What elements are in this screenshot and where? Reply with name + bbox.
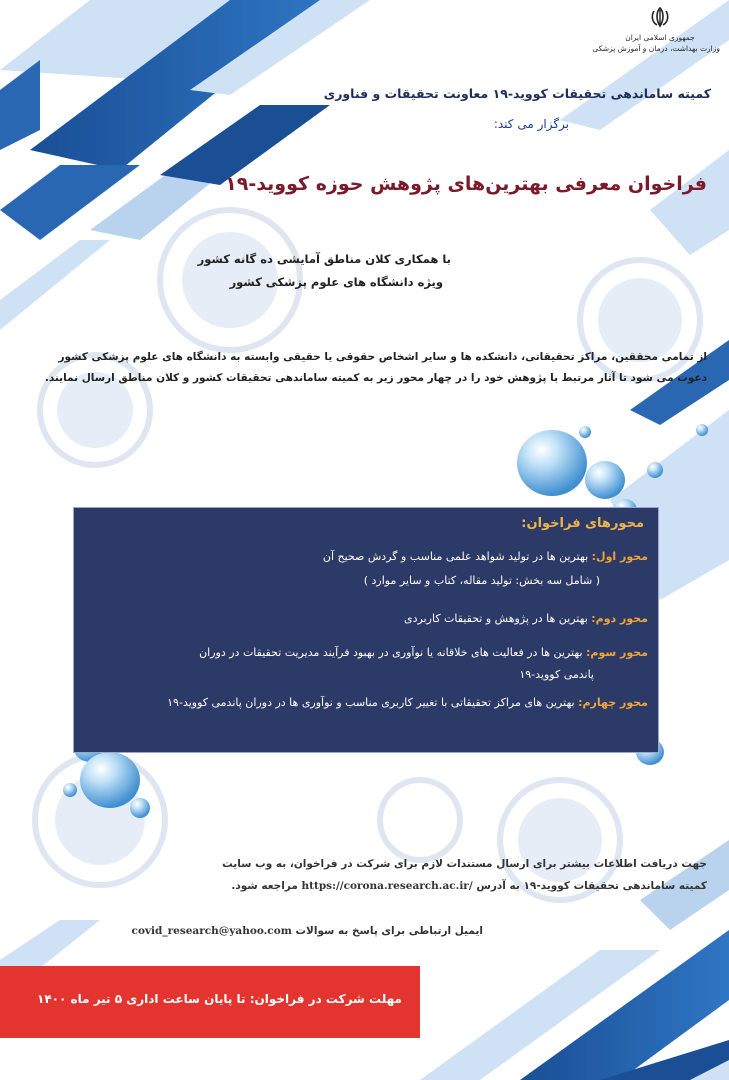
- axis-item: [404, 612, 648, 625]
- collaboration-line-1: با همکاری کلان مناطق آمایشی ده گانه کشور: [197, 252, 451, 266]
- axis-item-continued: [364, 574, 600, 587]
- ministry-logo: [592, 6, 720, 54]
- organizes-label: برگزار می کند:: [493, 117, 569, 131]
- axis-text: بهترین ها در پژوهش و تحقیقات کاربردی: [404, 612, 588, 625]
- axes-panel: [73, 507, 659, 753]
- iran-emblem-icon: [649, 6, 671, 28]
- axis-text-2: ( شامل سه بخش: تولید مقاله، کتاب و سایر موارد ): [363, 574, 600, 587]
- axis-item: [167, 696, 648, 709]
- footer-line-1: جهت دریافت اطلاعات بیشتر برای ارسال مستندات لازم برای شرکت در فراخوان، به وب سایت: [222, 858, 707, 870]
- axis-item: [323, 550, 648, 563]
- collaboration-line-2: ویژه دانشگاه های علوم پزشکی کشور: [229, 275, 443, 289]
- page-title: فراخوان معرفی بهترین‌های پژوهش حوزه کووید-۱۹: [225, 173, 707, 195]
- email-line: [132, 925, 483, 937]
- axis-label: محور اول:: [591, 550, 648, 563]
- axis-item-continued: [519, 668, 594, 681]
- axis-text: بهترین های مراکز تحقیقاتی با تغییر کاربری مناسب و نوآوری ها در دوران پاندمی کووید-۱۹: [167, 696, 575, 709]
- axis-label: محور چهارم:: [578, 696, 648, 709]
- footer-line-2-pre: کمیته ساماندهی تحقیقات کووید-۱۹ به آدرس: [476, 880, 707, 892]
- intro-line-1: از تمامی محققین، مراکز تحقیقاتی، دانشکده ها و سایر اشخاص حقوقی یا حقیقی وابسته به دانشگاه های علوم پزشکی کشور: [58, 351, 707, 363]
- axes-heading: محورهای فراخوان:: [521, 516, 644, 531]
- axis-text: بهترین ها در فعالیت های خلاقانه یا نوآوری در بهبود فرآیند مدیریت تحقیقات در دوران: [199, 646, 583, 659]
- axis-text-2: پاندمی کووید-۱۹: [519, 668, 594, 681]
- logo-line-2: وزارت بهداشت، درمان و آموزش پزشکی: [592, 44, 720, 53]
- axis-text: بهترین ها در تولید شواهد علمی مناسب و گردش صحیح آن: [322, 550, 589, 563]
- deadline-banner: [0, 966, 420, 1038]
- intro-line-2: دعوت می شود تا آثار مرتبط با پژوهش خود را در چهار محور زیر به کمیته ساماندهی تحقیقات کشور و کلان مناطق ارسال نمایند.: [44, 372, 707, 384]
- axis-item: [199, 646, 648, 659]
- email-link[interactable]: covid_research@yahoo.com: [131, 925, 292, 937]
- website-link[interactable]: https://corona.research.ac.ir/: [301, 880, 473, 892]
- footer-line-2: [231, 880, 707, 892]
- logo-line-1: جمهوری اسلامی ایران: [625, 33, 695, 42]
- deadline-text: مهلت شرکت در فراخوان: تا پایان ساعت اداری ۵ تیر ماه ۱۴۰۰: [37, 992, 402, 1006]
- axis-label: محور سوم:: [586, 646, 648, 659]
- committee-heading: کمیته ساماندهی تحقیقات کووید-۱۹ معاونت تحقیقات و فناوری: [323, 86, 711, 101]
- axis-label: محور دوم:: [591, 612, 648, 625]
- footer-line-2-post: مراجعه شود.: [231, 880, 298, 892]
- email-pre: ایمیل ارتباطی برای پاسخ به سوالات: [295, 925, 483, 937]
